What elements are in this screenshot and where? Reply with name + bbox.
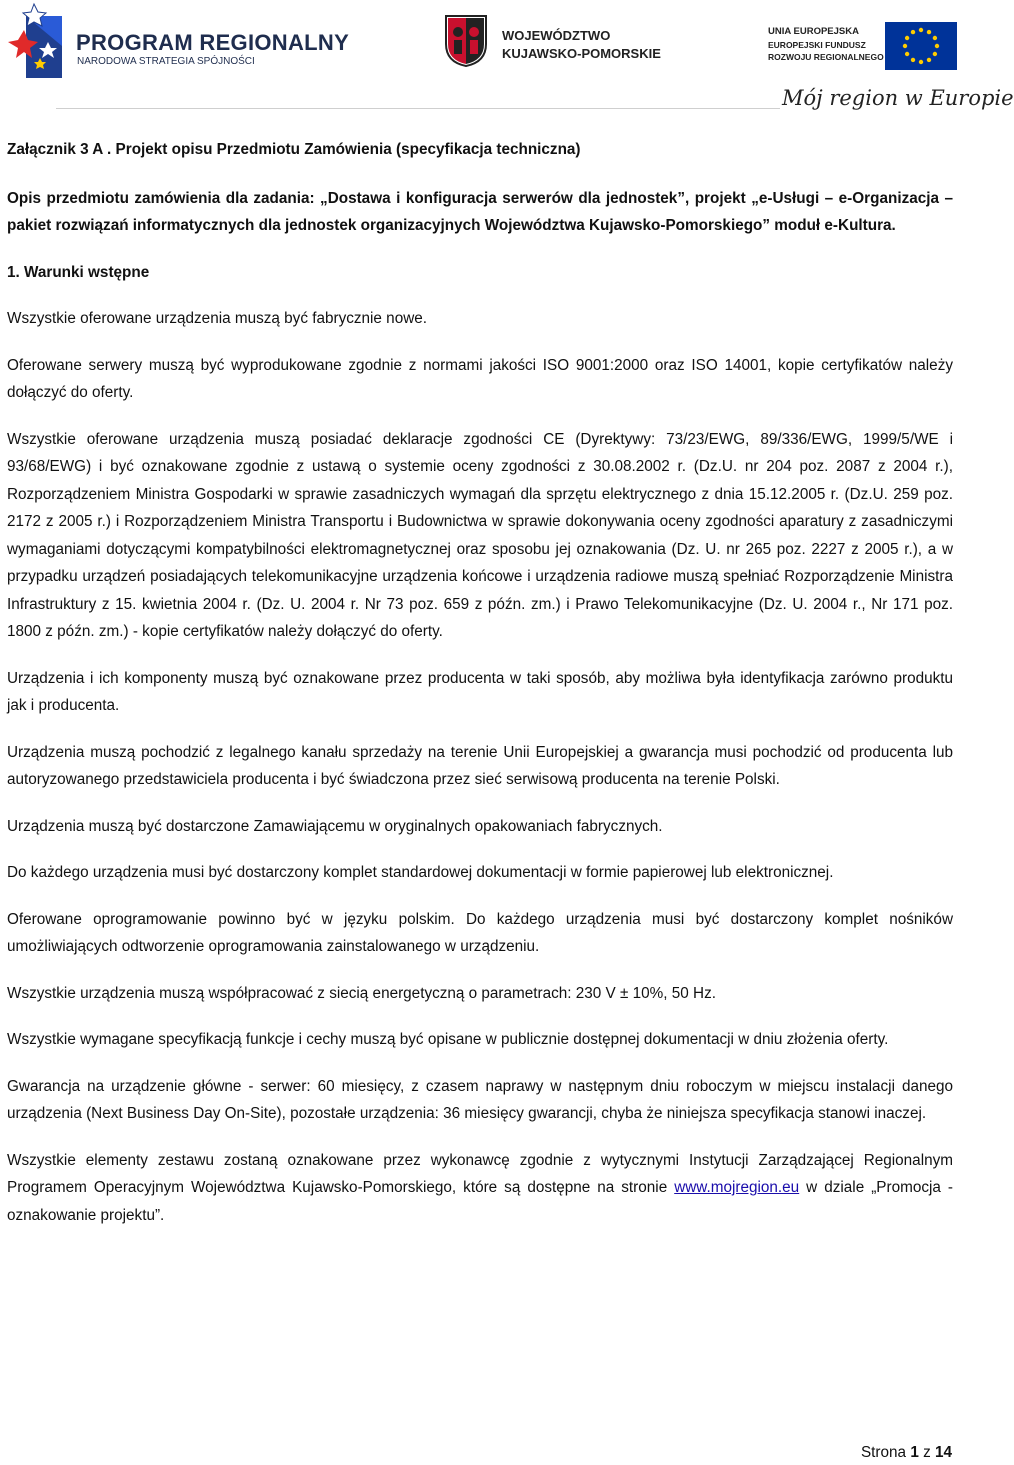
paragraph: Wszystkie wymagane specyfikacją funkcje i cechy muszą być opisane w publicznie dostępnej dokumentacji w dniu złożenia oferty. — [7, 1031, 889, 1048]
paragraph: Do każdego urządzenia musi być dostarczony komplet standardowej dokumentacji w formie papierowej lub elektronicznej. — [7, 864, 834, 881]
star-flag-logo-icon — [4, 2, 66, 82]
eu-logo — [768, 22, 958, 72]
paragraph: Wszystkie oferowane urządzenia muszą być fabrycznie nowe. — [7, 310, 427, 327]
region-name-line2: KUJAWSKO-POMORSKIE — [502, 46, 661, 61]
paragraph: Urządzenia muszą pochodzić z legalnego kanału sprzedaży na terenie Unii Europejskiej a gwarancja musi pochodzić od producenta lub autoryzowanego przedstawiciela producenta i być świadczona przez sieć serwisową producenta na terenie Polski. — [7, 743, 953, 788]
eu-line1: UNIA EUROPEJSKA — [768, 26, 859, 37]
paragraph: Gwarancja na urządzenie główne - serwer: 60 miesięcy, z czasem naprawy w następnym dniu roboczym w miejscu instalacji danego urządzenia (Next Business Day On-Site), pozostałe urządzenia: 36 miesięcy gwarancji, chyba że niniejsza specyfikacja stanowi inaczej. — [7, 1077, 953, 1122]
paragraph-text: w dziale „Promocja - oznakowanie projektu”. — [7, 1179, 953, 1224]
paragraph: Urządzenia muszą być dostarczone Zamawiającemu w oryginalnych opakowaniach fabrycznych. — [7, 817, 663, 835]
eu-line2: EUROPEJSKI FUNDUSZ — [768, 40, 866, 50]
region-name-line1: WOJEWÓDZTWO — [502, 28, 611, 43]
page-current: 1 — [910, 1444, 919, 1461]
eu-line3: ROZWOJU REGIONALNEGO — [768, 52, 884, 62]
program-title: PROGRAM REGIONALNY — [76, 30, 350, 55]
paragraph-text: Wszystkie elementy zestawu zostaną oznakowane przez wykonawcę zgodnie z wytycznymi Instytucji Zarządzającej Regionalnym Programem Operacyjnym Województwa Kujawsko-Pomorskiego, które są dostępne na stronie — [7, 1151, 953, 1196]
document-body — [7, 136, 953, 1248]
paragraph: Wszystkie urządzenia muszą współpracować z siecią energetyczną o parametrach: 230 V ± 10%, 50 Hz. — [7, 984, 716, 1002]
slogan: Mój region w Europie — [782, 86, 1014, 110]
header-divider — [56, 108, 780, 109]
paragraph: Oferowane oprogramowanie powinno być w języku polskim. Do każdego urządzenia musi być dostarczony komplet nośników umożliwiających odtworzenie oprogramowania zainstalowanego w urządzeniu. — [7, 910, 953, 955]
order-subject: Opis przedmiotu zamówienia dla zadania: „Dostawa i konfiguracja serwerów dla jednostek”, projekt „e-Usługi – e-Organizacja – pakiet rozwiązań informatycznych dla jednostek organizacyjnych Województwa Kujawsko-Pomorskiego” moduł e-Kultura. — [7, 189, 953, 234]
eu-flag-icon — [885, 22, 957, 70]
paragraph: Wszystkie oferowane urządzenia muszą posiadać deklaracje zgodności CE (Dyrektywy: 73/23/EWG, 89/336/EWG, 1999/5/WE i 93/68/EWG) i być oznakowane zgodnie z ustawą o systemie oceny zgodności z 30.08.2002 r. (Dz.U. nr 204 poz. 2087 z 2004 r.), Rozporządzeniem Ministra Gospodarki w sprawie zasadniczych wymagań dla sprzętu elektrycznego z dnia 15.12.2005 r. (Dz.U. 259 poz. 2172 z 2005 r.) i Rozporządzeniem Ministra Transportu i Budownictwa w sprawie dokonywania oceny zgodności aparatury z zasadniczymi wymaganiami dotyczącymi kompatybilności elektromagnetycznej oraz sposobu jej oznakowania (Dz. U. nr 265 poz. 2227 z 2005 r.), a w przypadku urządzeń posiadających telekomunikacyjne urządzenia końcowe i urządzenia radiowe muszą spełniać Rozporządzenie Ministra Infrastruktury z 15. kwietnia 2004 r. (Dz. U. 2004 r. Nr 73 poz. 659 z późn. zm.) i Prawo Telekomunikacyjne (Dz. U. 2004 r., Nr 171 poz. 1800 z późn. zm.) - kopie certyfikatów należy dołączyć do oferty. — [7, 430, 953, 640]
page-total: 14 — [934, 1444, 952, 1461]
page-number — [861, 1444, 952, 1462]
coat-of-arms-icon — [444, 14, 488, 68]
annex-title: Załącznik 3 A . Projekt opisu Przedmiotu Zamówienia (specyfikacja techniczna) — [7, 141, 581, 158]
paragraph: Oferowane serwery muszą być wyprodukowane zgodnie z normami jakości ISO 9001:2000 oraz ISO 14001, kopie certyfikatów należy dołączyć do oferty. — [7, 356, 953, 401]
program-regionalny-logo — [4, 2, 350, 82]
wojewodztwo-logo — [444, 14, 664, 74]
mojregion-link[interactable]: www.mojregion.eu — [674, 1179, 800, 1196]
page-of: z — [923, 1444, 931, 1461]
paragraph: Urządzenia i ich komponenty muszą być oznakowane przez producenta w taki sposób, aby możliwa była identyfikacja zarówno produktu jak i producenta. — [7, 669, 953, 714]
program-subtitle: NARODOWA STRATEGIA SPÓJNOŚCI — [77, 56, 255, 67]
paragraph-with-link — [7, 1147, 953, 1230]
section-heading: 1. Warunki wstępne — [7, 263, 150, 281]
page-label: Strona — [860, 1444, 907, 1461]
page-header — [0, 0, 1014, 125]
